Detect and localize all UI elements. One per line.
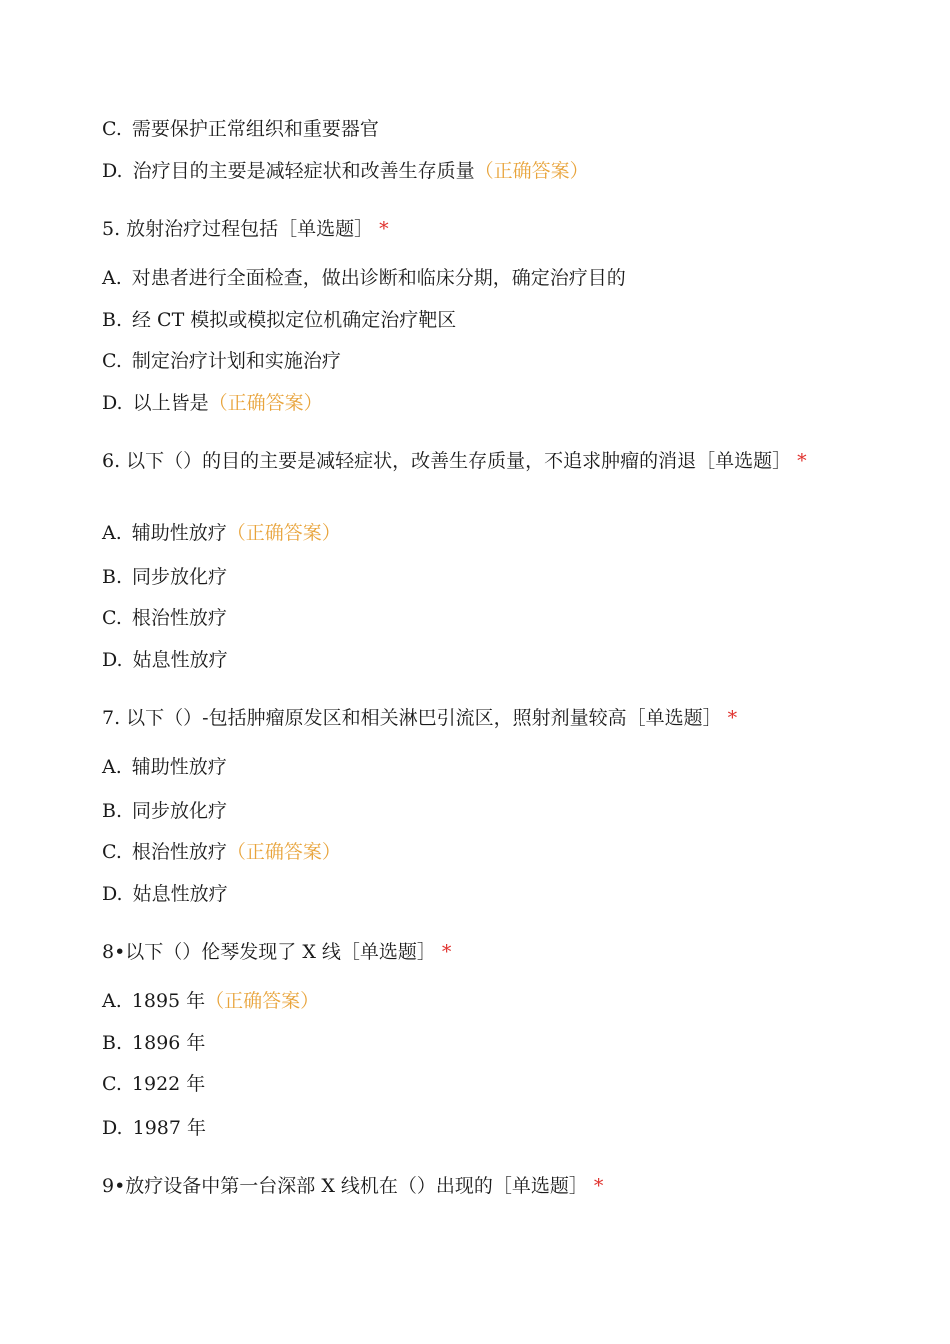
option-letter: A.: [102, 756, 122, 778]
option-letter: A.: [102, 267, 122, 289]
option-item[interactable]: [102, 1031, 840, 1055]
required-star: *: [797, 450, 807, 472]
option-item[interactable]: [102, 159, 840, 183]
option-item[interactable]: [102, 1116, 840, 1140]
option-item[interactable]: [102, 521, 840, 545]
option-letter: A.: [102, 522, 122, 544]
option-text: 姑息性放疗: [132, 649, 228, 671]
question-title: [102, 217, 840, 241]
option-text: 辅助性放疗: [131, 522, 227, 544]
option-text: 根治性放疗: [131, 607, 227, 629]
option-text: 以上皆是: [132, 392, 209, 414]
option-letter: A.: [102, 990, 122, 1012]
option-letter: C.: [102, 118, 122, 140]
option-item[interactable]: [102, 989, 840, 1013]
required-star: *: [593, 1175, 604, 1197]
option-letter: D.: [102, 160, 123, 182]
question-text: 8•以下（）伦琴发现了 X 线［单选题］: [102, 941, 436, 963]
option-item[interactable]: [102, 799, 840, 823]
option-item[interactable]: [102, 606, 840, 630]
option-item[interactable]: [102, 117, 840, 141]
option-letter: D.: [102, 392, 123, 414]
option-text: 对患者进行全面检查，做出诊断和临床分期，确定治疗目的: [131, 267, 626, 289]
question-text: 6. 以下（）的目的主要是减轻症状，改善生存质量，不追求肿瘤的消退［单选题］: [102, 450, 792, 472]
option-item[interactable]: [102, 840, 840, 864]
option-letter: C.: [102, 1073, 122, 1095]
option-text: 1896 年: [132, 1032, 206, 1054]
option-letter: D.: [102, 649, 123, 671]
option-letter: B.: [102, 1032, 123, 1054]
option-text: 根治性放疗: [131, 841, 227, 863]
option-item[interactable]: [102, 565, 840, 589]
question-text: 7. 以下（）-包括肿瘤原发区和相关淋巴引流区，照射剂量较高［单选题］: [102, 707, 722, 729]
correct-answer-marker: （正确答案）: [208, 392, 323, 414]
option-letter: C.: [102, 841, 122, 863]
option-letter: C.: [102, 350, 122, 372]
option-letter: B.: [102, 566, 123, 588]
question-text: 5. 放射治疗过程包括［单选题］: [102, 218, 374, 240]
option-item[interactable]: [102, 308, 840, 332]
question-title: [102, 706, 840, 730]
option-item[interactable]: [102, 1072, 840, 1096]
question-title: [102, 449, 840, 473]
question-title: [102, 940, 840, 964]
option-letter: C.: [102, 607, 122, 629]
question-text: 9•放疗设备中第一台深部 X 线机在（）出现的［单选题］: [102, 1175, 588, 1197]
question-title: [102, 1174, 840, 1198]
correct-answer-marker: （正确答案）: [205, 990, 320, 1012]
required-star: *: [441, 941, 452, 963]
required-star: *: [379, 218, 389, 240]
option-letter: B.: [102, 800, 123, 822]
option-text: 同步放化疗: [132, 800, 228, 822]
option-item[interactable]: [102, 349, 840, 373]
option-item[interactable]: [102, 266, 840, 290]
option-text: 姑息性放疗: [132, 883, 228, 905]
option-item[interactable]: [102, 882, 840, 906]
option-text: 经 CT 模拟或模拟定位机确定治疗靶区: [132, 309, 457, 331]
option-text: 治疗目的主要是减轻症状和改善生存质量: [132, 160, 475, 182]
option-item[interactable]: [102, 755, 840, 779]
option-text: 需要保护正常组织和重要器官: [131, 118, 379, 140]
option-item[interactable]: [102, 648, 840, 672]
option-text: 制定治疗计划和实施治疗: [131, 350, 341, 372]
correct-answer-marker: （正确答案）: [226, 841, 341, 863]
correct-answer-marker: （正确答案）: [226, 522, 341, 544]
option-item[interactable]: [102, 391, 840, 415]
option-letter: D.: [102, 883, 123, 905]
option-letter: B.: [102, 309, 123, 331]
correct-answer-marker: （正确答案）: [474, 160, 589, 182]
option-text: 同步放化疗: [132, 566, 228, 588]
option-letter: D.: [102, 1117, 123, 1139]
option-text: 1922 年: [131, 1073, 206, 1095]
option-text: 1987 年: [132, 1117, 207, 1139]
option-text: 1895 年: [131, 990, 206, 1012]
required-star: *: [727, 707, 738, 729]
option-text: 辅助性放疗: [131, 756, 227, 778]
